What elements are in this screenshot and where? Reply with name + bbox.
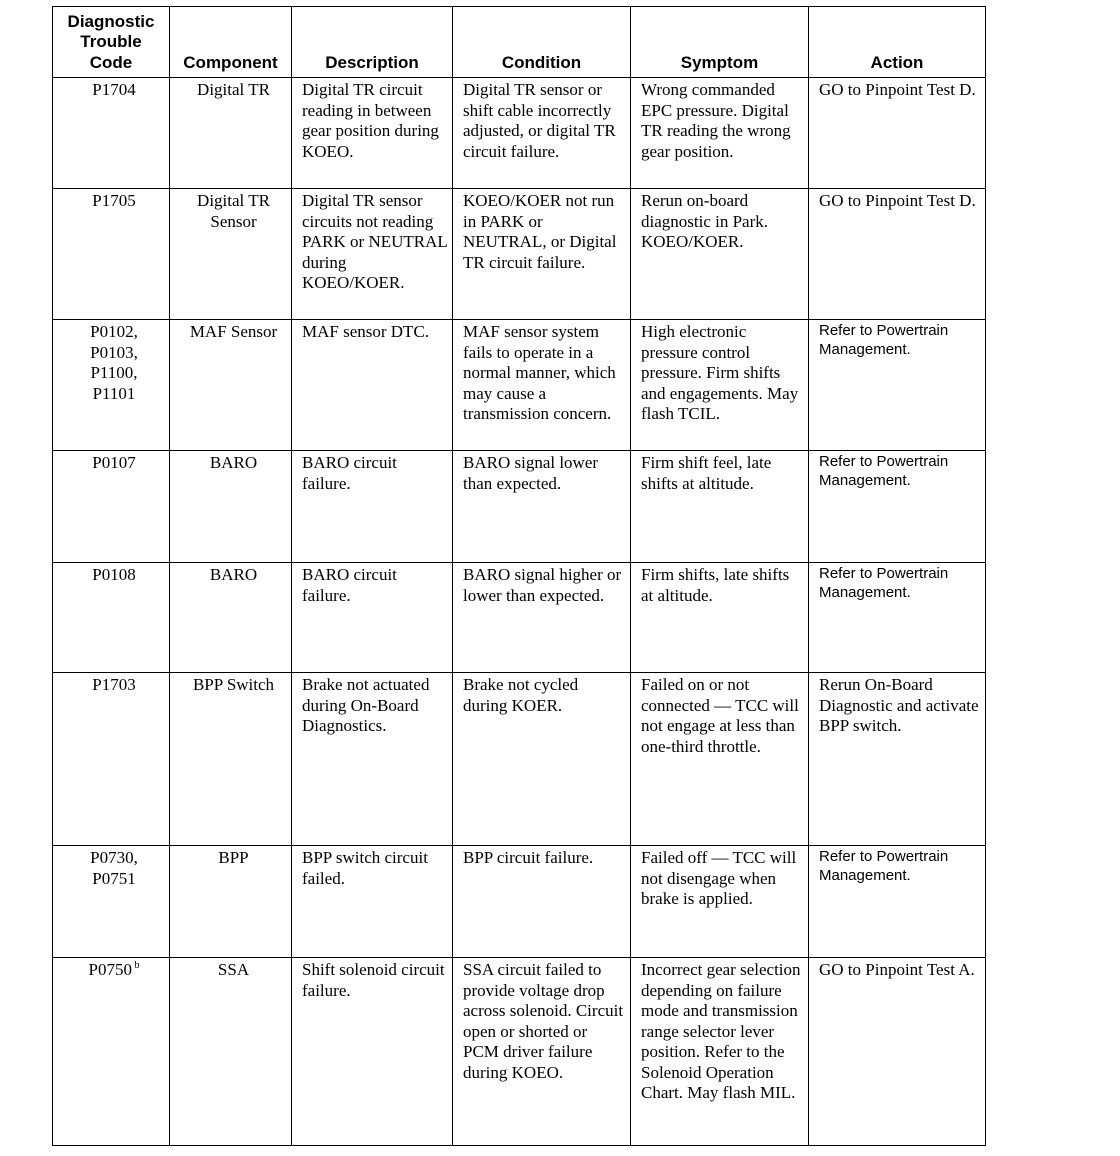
dtc-code-cell	[53, 673, 170, 846]
header-component: Component	[170, 7, 292, 78]
symptom-cell: Failed off — TCC will not disengage when brake is applied.	[631, 846, 809, 958]
action-cell: GO to Pinpoint Test D.	[809, 78, 986, 189]
dtc-table	[52, 6, 986, 1146]
dtc-code-cell	[53, 958, 170, 1146]
symptom-cell: Failed on or not connected — TCC will not engage at less than one-third throttle.	[631, 673, 809, 846]
table-row	[53, 451, 986, 563]
table-body	[53, 78, 986, 1146]
component-cell: BPP Switch	[170, 673, 292, 846]
component-cell: BARO	[170, 563, 292, 673]
condition-cell: KOEO/KOER not run in PARK or NEUTRAL, or Digital TR circuit failure.	[453, 189, 631, 320]
dtc-code: P0751	[92, 868, 136, 888]
header-symptom: Symptom	[631, 7, 809, 78]
table-row	[53, 78, 986, 189]
dtc-code: P1101	[92, 383, 136, 403]
component-cell: Digital TR Sensor	[170, 189, 292, 320]
symptom-cell: High electronic pressure control pressure. Firm shifts and engagements. May flash TCIL.	[631, 320, 809, 451]
component-cell: MAF Sensor	[170, 320, 292, 451]
component-cell: BARO	[170, 451, 292, 563]
header-condition: Condition	[453, 7, 631, 78]
dtc-code: P0108	[92, 565, 136, 584]
table-row	[53, 320, 986, 451]
description-cell: BARO circuit failure.	[292, 563, 453, 673]
dtc-code: P0750 $^b$	[88, 960, 140, 979]
description-cell: Digital TR sensor circuits not reading PARK or NEUTRAL during KOEO/KOER.	[292, 189, 453, 320]
table-row	[53, 846, 986, 958]
dtc-code: P1703	[92, 675, 136, 694]
dtc-code: P1705	[92, 191, 136, 210]
action-cell: Refer to Powertrain Management.	[809, 320, 986, 451]
dtc-code: P1100,	[90, 363, 138, 382]
condition-cell: BPP circuit failure.	[453, 846, 631, 958]
description-cell: Brake not actuated during On-Board Diagnostics.	[292, 673, 453, 846]
dtc-code: P0107	[92, 453, 136, 472]
header-action: Action	[809, 7, 986, 78]
table-row	[53, 673, 986, 846]
component-cell: BPP	[170, 846, 292, 958]
action-cell: Refer to Powertrain Management.	[809, 563, 986, 673]
dtc-code: P0103,	[90, 342, 138, 362]
component-cell: Digital TR	[170, 78, 292, 189]
description-cell: Shift solenoid circuit failure.	[292, 958, 453, 1146]
action-cell: Refer to Powertrain Management.	[809, 846, 986, 958]
table-row	[53, 189, 986, 320]
header-code: Diagnostic Trouble Code	[53, 7, 170, 78]
component-cell: SSA	[170, 958, 292, 1146]
description-cell: MAF sensor DTC.	[292, 320, 453, 451]
dtc-code: P1704	[92, 80, 136, 99]
header-row	[53, 7, 986, 78]
action-cell: GO to Pinpoint Test A.	[809, 958, 986, 1146]
symptom-cell: Firm shift feel, late shifts at altitude.	[631, 451, 809, 563]
dtc-code-cell	[53, 846, 170, 958]
header-description: Description	[292, 7, 453, 78]
action-cell: Rerun On-Board Diagnostic and activate BPP switch.	[809, 673, 986, 846]
symptom-cell: Rerun on-board diagnostic in Park. KOEO/KOER.	[631, 189, 809, 320]
dtc-code: P0730,	[90, 848, 138, 867]
footnote-marker: b	[131, 960, 140, 971]
condition-cell: BARO signal lower than expected.	[453, 451, 631, 563]
condition-cell: MAF sensor system fails to operate in a normal manner, which may cause a transmission concern.	[453, 320, 631, 451]
description-cell: BPP switch circuit failed.	[292, 846, 453, 958]
symptom-cell: Incorrect gear selection depending on failure mode and transmission range selector lever position. Refer to the Solenoid Operation Chart. May flash MIL.	[631, 958, 809, 1146]
action-cell: GO to Pinpoint Test D.	[809, 189, 986, 320]
dtc-code-cell	[53, 78, 170, 189]
condition-cell: BARO signal higher or lower than expected.	[453, 563, 631, 673]
description-cell: Digital TR circuit reading in between gear position during KOEO.	[292, 78, 453, 189]
dtc-code: P0102,	[90, 322, 138, 341]
condition-cell: Digital TR sensor or shift cable incorrectly adjusted, or digital TR circuit failure.	[453, 78, 631, 189]
symptom-cell: Wrong commanded EPC pressure. Digital TR reading the wrong gear position.	[631, 78, 809, 189]
condition-cell: SSA circuit failed to provide voltage drop across solenoid. Circuit open or shorted or PCM driver failure during KOEO.	[453, 958, 631, 1146]
table-row	[53, 958, 986, 1146]
description-cell: BARO circuit failure.	[292, 451, 453, 563]
dtc-code-cell	[53, 451, 170, 563]
table-row	[53, 563, 986, 673]
symptom-cell: Firm shifts, late shifts at altitude.	[631, 563, 809, 673]
dtc-code-cell	[53, 563, 170, 673]
dtc-code-cell	[53, 320, 170, 451]
action-cell: Refer to Powertrain Management.	[809, 451, 986, 563]
dtc-code-cell	[53, 189, 170, 320]
condition-cell: Brake not cycled during KOER.	[453, 673, 631, 846]
